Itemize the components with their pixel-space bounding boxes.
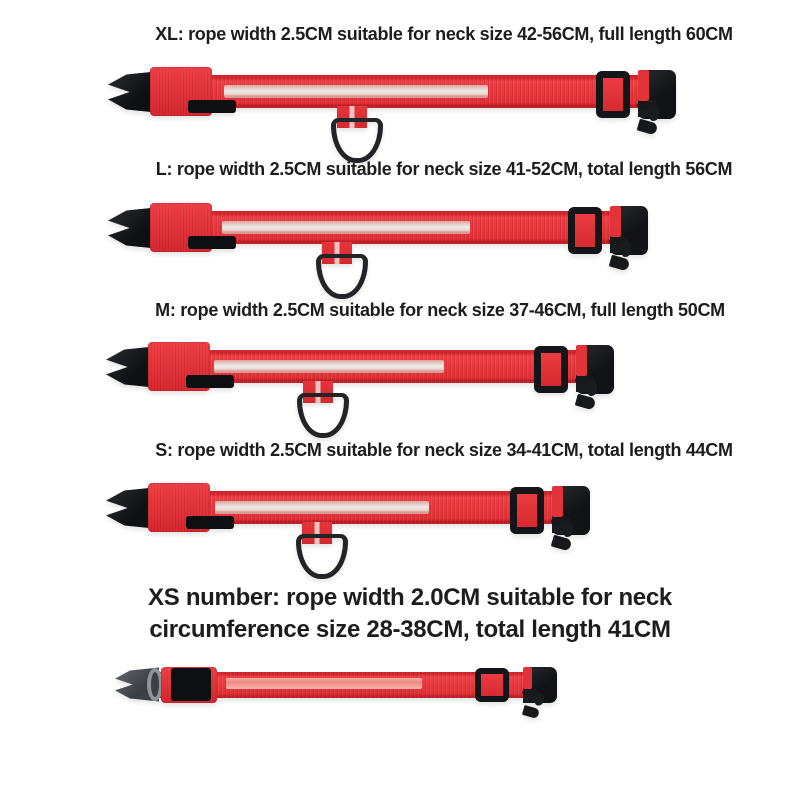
led-strip <box>215 501 429 514</box>
male-buckle-icon <box>552 486 590 535</box>
size-caption-xs <box>20 582 800 646</box>
led-strip <box>226 678 422 689</box>
buckle-webbing <box>523 667 532 689</box>
collar-photo-xl <box>108 62 692 174</box>
size-caption-m: M: rope width 2.5CM suitable for neck size 37-46CM, full length 50CM <box>155 300 725 320</box>
led-strip <box>214 360 444 373</box>
male-buckle-icon <box>638 70 676 119</box>
size-caption-l: L: rope width 2.5CM suitable for neck size 41-52CM, total length 56CM <box>155 159 733 179</box>
buckle-prong-center <box>610 245 625 253</box>
buckle-prong-bottom <box>609 255 631 272</box>
buckle-webbing <box>638 70 649 101</box>
strap-keeper <box>188 100 236 113</box>
buckle-prong-bottom <box>637 119 659 136</box>
strap-keeper <box>186 516 234 529</box>
male-buckle-icon <box>576 345 614 394</box>
collar-photo-m <box>106 337 630 449</box>
size-caption-xs-line1: XS number: rope width 2.0CM suitable for neck <box>148 584 672 611</box>
buckle-prong-center <box>552 525 567 533</box>
buckle-prong-center <box>638 109 653 117</box>
buckle-prong-center <box>523 695 538 703</box>
buckle-prong-bottom <box>522 705 540 719</box>
tri-glide-slider <box>568 207 602 254</box>
tri-glide-slider <box>596 71 630 118</box>
male-buckle-icon <box>610 206 648 255</box>
size-caption-s: S: rope width 2.5CM suitable for neck size 34-41CM, total length 44CM <box>155 440 733 460</box>
d-ring-icon <box>331 118 383 163</box>
tri-glide-slider <box>475 668 509 702</box>
led-strip <box>224 85 488 98</box>
buckle-webbing <box>576 345 587 376</box>
buckle-prong-bottom <box>551 535 573 552</box>
d-ring-icon <box>296 534 348 579</box>
strap-keeper <box>188 236 236 249</box>
d-ring-icon <box>316 254 368 299</box>
buckle-prong-bottom <box>575 394 597 411</box>
collar-photo-xs <box>115 655 577 725</box>
collar-photo-l <box>108 198 664 310</box>
collar-photo-s <box>106 478 606 590</box>
strap-keeper <box>186 375 234 388</box>
buckle-webbing <box>610 206 621 237</box>
strap-keeper <box>171 668 211 701</box>
tri-glide-slider <box>534 346 568 393</box>
tri-glide-slider <box>510 487 544 534</box>
d-ring-icon <box>297 393 349 438</box>
size-caption-xl: XL: rope width 2.5CM suitable for neck size 42-56CM, full length 60CM <box>155 24 733 44</box>
led-strip <box>222 221 470 234</box>
buckle-webbing <box>552 486 563 517</box>
size-caption-xs-line2: circumference size 28-38CM, total length 41CM <box>149 616 671 643</box>
buckle-prong-center <box>576 384 591 392</box>
male-buckle-icon <box>523 667 557 703</box>
